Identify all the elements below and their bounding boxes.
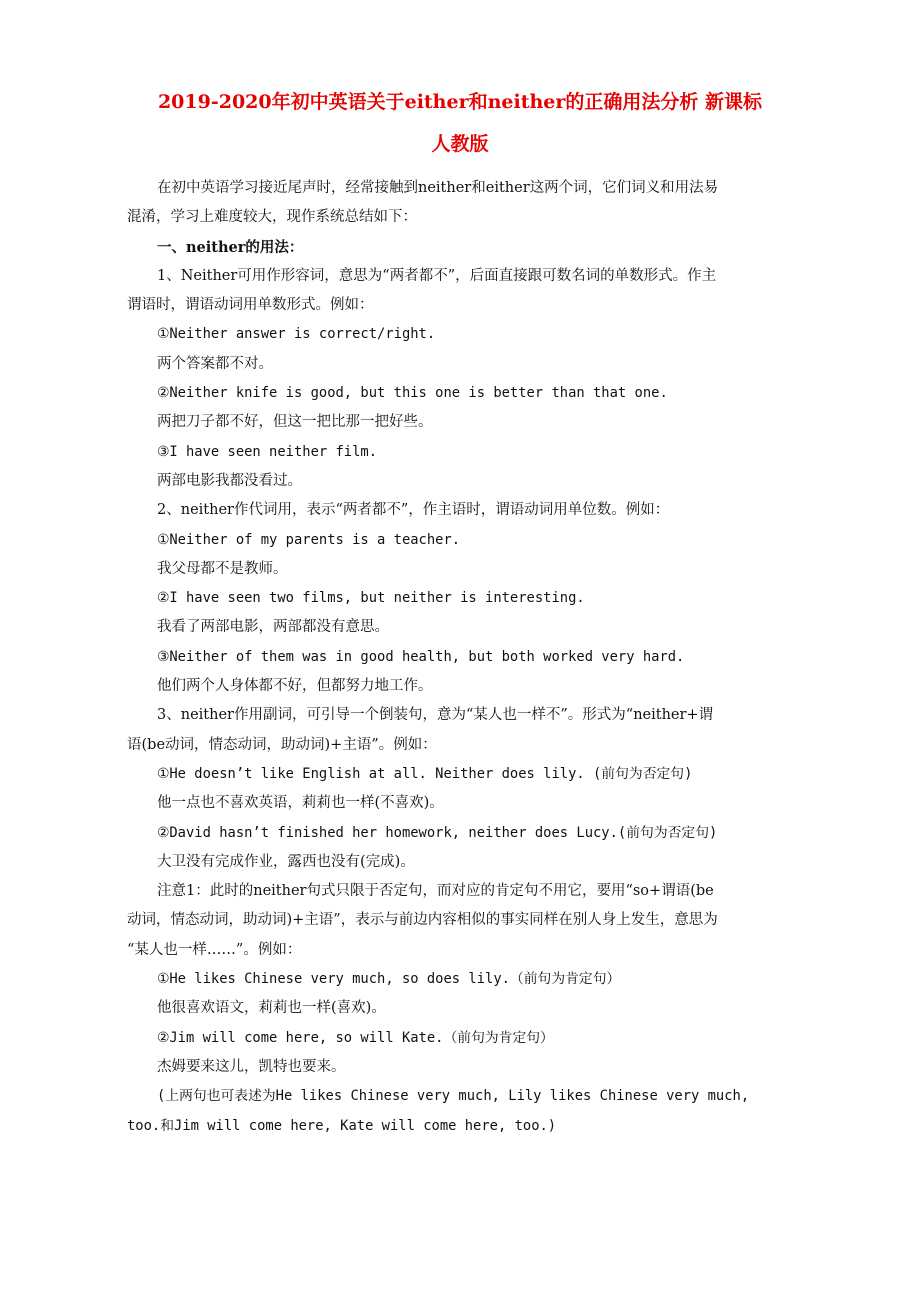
example-sentence: ②I have seen two films, but neither is interesting. [157,590,585,607]
paragraph-line: 谓语时，谓语动词用单数形式。例如： [127,297,374,314]
example-sentence: ②Jim will come here, so will Kate.（前句为肯定句） [157,1029,554,1046]
example-translation: 我父母都不是教师。 [157,560,288,577]
example-sentence: ①Neither answer is correct/right. [157,326,436,343]
example-translation: 两部电影我都没看过。 [157,472,302,489]
example-translation: 大卫没有完成作业，露西也没有(完成)。 [157,853,415,870]
example-translation: 他们两个人身体都不好，但都努力地工作。 [157,678,433,695]
intro-paragraph-line: 混淆，学习上难度较大，现作系统总结如下： [127,209,417,226]
section-heading: 一、neither的用法： [157,238,304,256]
paragraph-line: 2、neither作代词用，表示“两者都不”，作主语时，谓语动词用单位数。例如： [157,502,670,519]
paragraph-line: (上两句也可表述为He likes Chinese very much, Lily likes Chinese very much, [157,1088,750,1105]
document-body [127,174,799,1141]
note-paragraph-line: 注意1：此时的neither句式只限于否定句，而对应的肯定句不用它，要用“so+谓语(be [157,883,714,900]
example-sentence: ③Neither of them was in good health, but both worked very hard. [157,648,685,665]
intro-paragraph-line: 在初中英语学习接近尾声时，经常接触到neither和either这两个词，它们词义和用法易 [157,180,719,196]
paragraph-line: 语(be动词，情态动词，助动词)+主语”。例如： [127,736,437,753]
example-translation: 我看了两部电影，两部都没有意思。 [157,619,389,636]
note-paragraph-line: “某人也一样……”。例如： [127,941,302,958]
example-translation: 两把刀子都不好，但这一把比那一把好些。 [157,414,433,431]
note-paragraph-line: 动词，情态动词，助动词)+主语”，表示与前边内容相似的事实同样在别人身上发生，意思为 [127,912,718,929]
paragraph-line: 1、Neither可用作形容词，意思为“两者都不”，后面直接跟可数名词的单数形式。作主 [157,267,717,284]
example-sentence: ①Neither of my parents is a teacher. [157,531,461,548]
example-translation: 杰姆要来这儿，凯特也要来。 [157,1058,346,1075]
example-sentence: ①He likes Chinese very much, so does lily.（前句为肯定句） [157,971,621,988]
example-sentence: ②Neither knife is good, but this one is better than that one. [157,385,668,402]
example-sentence: ①He doesn’t like English at all. Neither does lily. (前句为否定句) [157,765,693,782]
example-translation: 他一点也不喜欢英语，莉莉也一样(不喜欢)。 [157,795,444,812]
example-sentence: ②David hasn’t finished her homework, neither does Lucy.(前句为否定句) [157,824,718,841]
paragraph-line: too.和Jim will come here, Kate will come here, too.) [127,1117,557,1134]
document-title-line-2: 人教版 [431,133,489,155]
example-translation: 两个答案都不对。 [157,355,273,372]
paragraph-line: 3、neither作用副词，可引导一个倒装句，意为“某人也一样不”。形式为“neither+谓 [157,707,714,724]
example-translation: 他很喜欢语文，莉莉也一样(喜欢)。 [157,1000,386,1017]
example-sentence: ③I have seen neither film. [157,443,378,460]
document-title-line-1: 2019-2020年初中英语关于either和neither的正确用法分析 新课标 [157,91,763,113]
